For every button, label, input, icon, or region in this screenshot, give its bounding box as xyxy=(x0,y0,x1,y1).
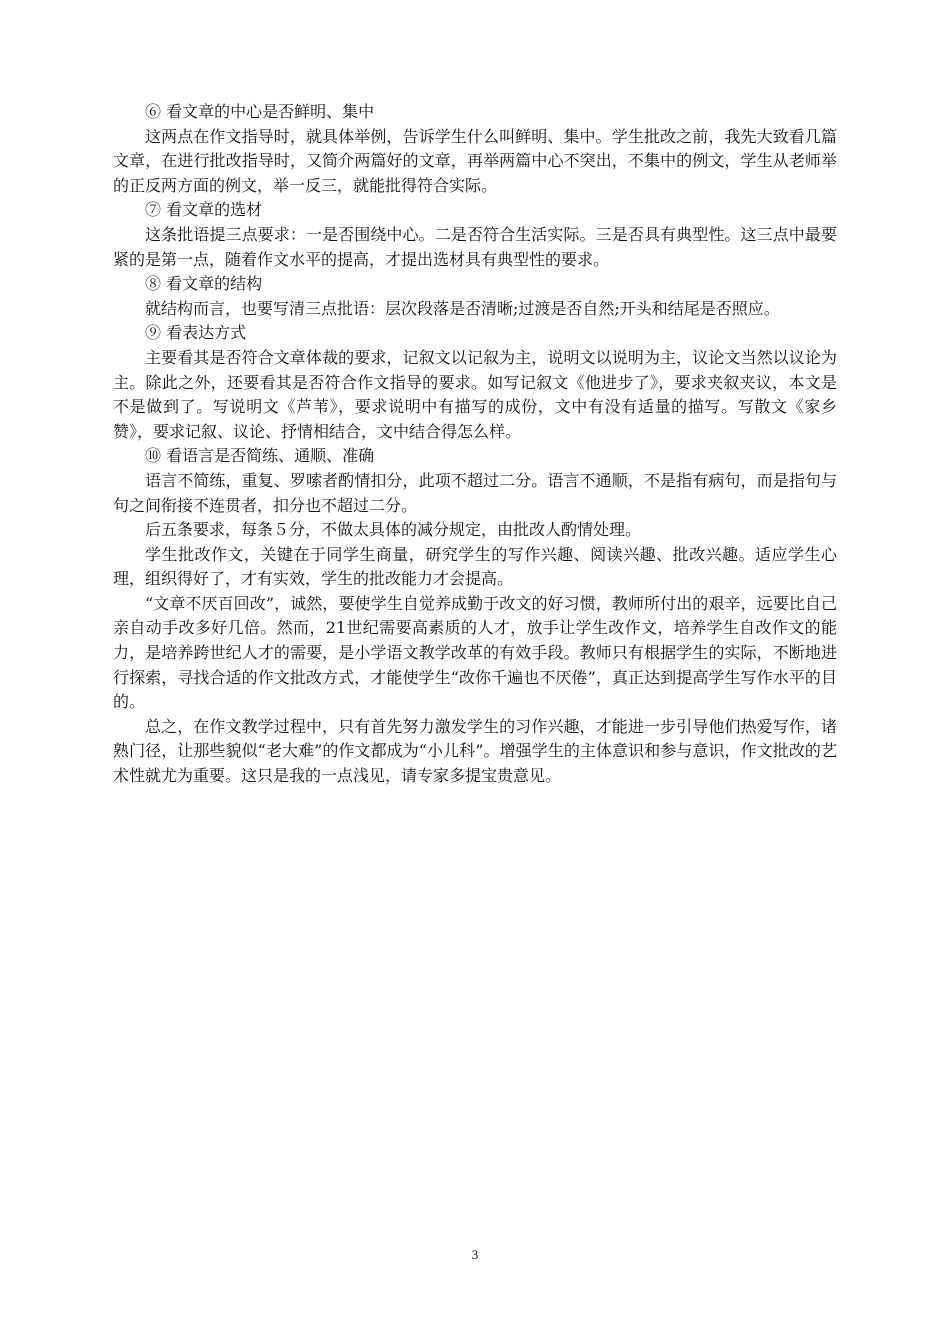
paragraph: 主要看其是否符合文章体裁的要求，记叙文以记叙为主，说明文以说明为主，议论文当然以议论为主。除此之外，还要看其是否符合作文指导的要求。如写记叙文《他进步了》，要求夹叙夹议，本文是不是做到了。写说明文《芦苇》，要求说明中有描写的成份，文中有没有适量的描写。写散文《家乡赞》，要求记叙、议论、抒情相结合，文中结合得怎么样。 xyxy=(113,347,837,441)
section-heading: ⑧ 看文章的结构 xyxy=(145,274,263,294)
paragraph: 后五条要求，每条５分，不做太具体的减分规定，由批改人酌情处理。 xyxy=(145,520,642,540)
paragraph: 就结构而言，也要写清三点批语：层次段落是否清晰;过渡是否自然;开头和结尾是否照应。 xyxy=(145,298,780,318)
section-heading: ⑨ 看表达方式 xyxy=(145,323,247,343)
section-heading: ⑥ 看文章的中心是否鲜明、集中 xyxy=(145,102,375,121)
section-heading: ⑩ 看语言是否简练、通顺、准确 xyxy=(145,446,375,466)
section-heading: ⑦ 看文章的选材 xyxy=(145,200,263,220)
body-text xyxy=(113,100,837,789)
paragraph: 这条批语提三点要求：一是否围绕中心。二是否符合生活实际。三是否具有典型性。这三点中最要紧的是第一点，随着作文水平的提高，才提出选材具有典型性的要求。 xyxy=(113,224,837,269)
paragraph: “文章不厌百回改”，诚然，要使学生自觉养成勤于改文的好习惯，教师所付出的艰辛，远要比自己亲自动手改多好几倍。然而，21世纪需要高素质的人才，放手让学生改作文，培养学生自改作文的能力，是培养跨世纪人才的需要，是小学语文教学改革的有效手段。教师只有根据学生的实际，不断地进行探索，寻找合适的作文批改方式，才能使学生“改你千遍也不厌倦”，真正达到提高学生写作水平的目的。 xyxy=(113,593,837,712)
page-number: 3 xyxy=(471,1247,479,1262)
paragraph: 学生批改作文，关键在于同学生商量，研究学生的写作兴趣、阅读兴趣、批改兴趣。适应学生心理，组织得好了，才有实效，学生的批改能力才会提高。 xyxy=(113,544,837,589)
paragraph: 总之，在作文教学过程中，只有首先努力激发学生的习作兴趣，才能进一步引导他们热爱写作，诸熟门径，让那些貌似“老大难”的作文都成为“小儿科”。增强学生的主体意识和参与意识，作文批改的艺术性就尤为重要。这只是我的一点浅见，请专家多提宝贵意见。 xyxy=(113,716,837,786)
paragraph: 这两点在作文指导时，就具体举例，告诉学生什么叫鲜明、集中。学生批改之前，我先大致看几篇文章，在进行批改指导时，又简介两篇好的文章，再举两篇中心不突出，不集中的例文，学生从老师举的正反两方面的例文，举一反三，就能批得符合实际。 xyxy=(113,126,837,195)
paragraph: 语言不简练，重复、罗嗦者酌情扣分，此项不超过二分。语言不通顺，不是指有病句，而是指句与句之间衔接不连贯者，扣分也不超过二分。 xyxy=(113,470,837,515)
